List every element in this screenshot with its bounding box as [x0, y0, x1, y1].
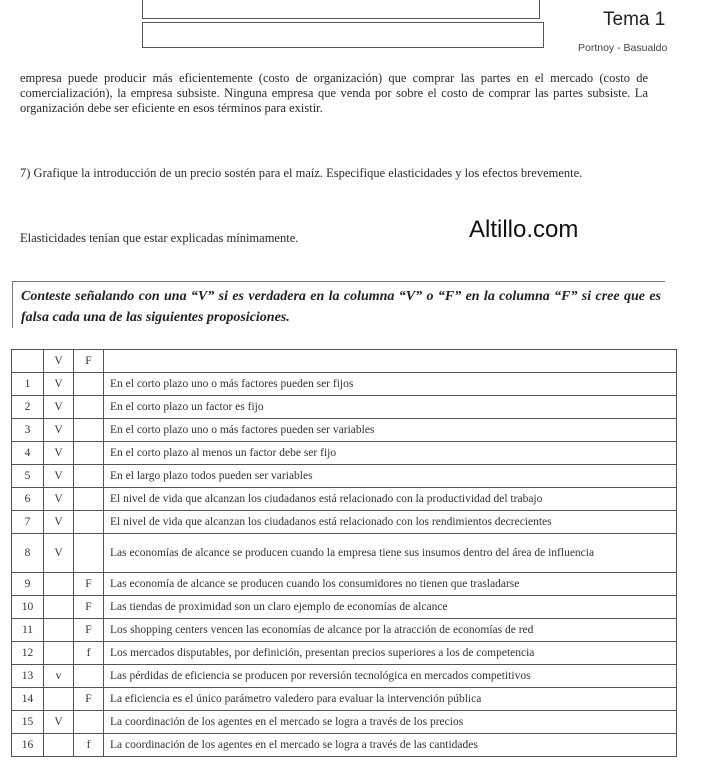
- row-number: 9: [12, 573, 44, 596]
- row-number: 5: [12, 465, 44, 488]
- question-7: 7) Grafique la introducción de un precio sostén para el maíz. Especifique elasticidades y los efectos brevemente.: [20, 166, 583, 180]
- table-row: [12, 711, 677, 734]
- row-statement: Las tiendas de proximidad son un claro ejemplo de economías de alcance: [104, 596, 677, 619]
- row-number: 10: [12, 596, 44, 619]
- row-v-mark: [44, 596, 74, 619]
- row-number: 2: [12, 396, 44, 419]
- table-row: [12, 373, 677, 396]
- row-v-mark: V: [44, 373, 74, 396]
- row-f-mark: [74, 711, 104, 734]
- row-statement: Las pérdidas de eficiencia se producen por reversión tecnológica en mercados competitivos: [104, 665, 677, 688]
- instructions-box: [12, 281, 665, 328]
- row-number: 13: [12, 665, 44, 688]
- row-f-mark: [74, 442, 104, 465]
- row-f-mark: f: [74, 734, 104, 757]
- table-row: [12, 465, 677, 488]
- row-v-mark: V: [44, 465, 74, 488]
- row-number: 14: [12, 688, 44, 711]
- answer-paragraph-6: empresa puede producir más eficientemente (costo de organización) que comprar las partes en el mercado (costo de comercialización), la empresa subsiste. Ninguna empresa que venda por sobre el costo de comprar las partes subsiste. La organización debe ser eficiente en esos términos para existir.: [20, 71, 648, 115]
- row-number: 8: [12, 534, 44, 573]
- table-row: [12, 665, 677, 688]
- header-num: [12, 350, 44, 373]
- table-row: [12, 396, 677, 419]
- row-statement: La eficiencia es el único parámetro valedero para evaluar la intervención pública: [104, 688, 677, 711]
- row-number: 1: [12, 373, 44, 396]
- row-v-mark: V: [44, 442, 74, 465]
- row-number: 4: [12, 442, 44, 465]
- answer-7: Elasticidades tenían que estar explicadas mínimamente.: [20, 231, 299, 245]
- row-v-mark: [44, 619, 74, 642]
- row-statement: En el corto plazo un factor es fijo: [104, 396, 677, 419]
- row-statement: La coordinación de los agentes en el mercado se logra a través de los precios: [104, 711, 677, 734]
- resuelto-label: [291, 0, 395, 2]
- row-v-mark: [44, 573, 74, 596]
- row-f-mark: [74, 511, 104, 534]
- row-v-mark: [44, 688, 74, 711]
- row-statement: Las economía de alcance se producen cuando los consumidores no tienen que trasladarse: [104, 573, 677, 596]
- row-statement: En el corto plazo al menos un factor debe ser fijo: [104, 442, 677, 465]
- row-f-mark: [74, 665, 104, 688]
- row-statement: En el corto plazo uno o más factores pueden ser fijos: [104, 373, 677, 396]
- header-name-box: [142, 22, 544, 48]
- row-number: 7: [12, 511, 44, 534]
- instructions-text: Conteste señalando con una “V” si es verdadera en la columna “V” o “F” en la columna “F” si cree que es falsa cada una de las siguientes proposiciones.: [21, 289, 661, 325]
- table-row: [12, 419, 677, 442]
- row-f-mark: [74, 396, 104, 419]
- row-statement: En el largo plazo todos pueden ser variables: [104, 465, 677, 488]
- authors-label: Portnoy - Basualdo: [578, 42, 668, 54]
- watermark: Altillo.com: [469, 216, 579, 243]
- row-f-mark: [74, 373, 104, 396]
- row-f-mark: [74, 488, 104, 511]
- table-row: [12, 619, 677, 642]
- row-statement: El nivel de vida que alcanzan los ciudadanos está relacionado con los rendimientos decrecientes: [104, 511, 677, 534]
- table-row: [12, 596, 677, 619]
- row-number: 3: [12, 419, 44, 442]
- row-statement: Los mercados disputables, por definición, presentan precios superiores a los de competencia: [104, 642, 677, 665]
- tema-label: Tema 1: [603, 9, 666, 30]
- row-v-mark: V: [44, 711, 74, 734]
- row-f-mark: [74, 465, 104, 488]
- row-statement: El nivel de vida que alcanzan los ciudadanos está relacionado con la productividad del trabajo: [104, 488, 677, 511]
- row-statement: En el corto plazo uno o más factores pueden ser variables: [104, 419, 677, 442]
- table-row: [12, 688, 677, 711]
- row-v-mark: V: [44, 511, 74, 534]
- header-v: V: [44, 350, 74, 373]
- table-row: [12, 573, 677, 596]
- table-header-row: [12, 350, 677, 373]
- row-f-mark: f: [74, 642, 104, 665]
- header-title-box: [142, 0, 540, 19]
- table-row: [12, 534, 677, 573]
- header-stmt: [104, 350, 677, 373]
- row-v-mark: V: [44, 396, 74, 419]
- row-number: 11: [12, 619, 44, 642]
- row-f-mark: F: [74, 596, 104, 619]
- true-false-table: [11, 349, 677, 757]
- row-number: 6: [12, 488, 44, 511]
- table-row: [12, 442, 677, 465]
- table-row: [12, 642, 677, 665]
- table-row: [12, 488, 677, 511]
- row-number: 16: [12, 734, 44, 757]
- row-v-mark: V: [44, 419, 74, 442]
- row-statement: Las economías de alcance se producen cuando la empresa tiene sus insumos dentro del área de influencia: [104, 534, 677, 573]
- row-statement: Los shopping centers vencen las economías de alcance por la atracción de economías de red: [104, 619, 677, 642]
- row-v-mark: [44, 642, 74, 665]
- row-f-mark: [74, 419, 104, 442]
- row-v-mark: v: [44, 665, 74, 688]
- row-v-mark: [44, 734, 74, 757]
- row-statement: La coordinación de los agentes en el mercado se logra a través de las cantidades: [104, 734, 677, 757]
- header-f: F: [74, 350, 104, 373]
- table-row: [12, 734, 677, 757]
- row-f-mark: [74, 534, 104, 573]
- row-f-mark: F: [74, 619, 104, 642]
- row-f-mark: F: [74, 688, 104, 711]
- row-v-mark: V: [44, 534, 74, 573]
- row-f-mark: F: [74, 573, 104, 596]
- row-number: 15: [12, 711, 44, 734]
- row-v-mark: V: [44, 488, 74, 511]
- table-row: [12, 511, 677, 534]
- row-number: 12: [12, 642, 44, 665]
